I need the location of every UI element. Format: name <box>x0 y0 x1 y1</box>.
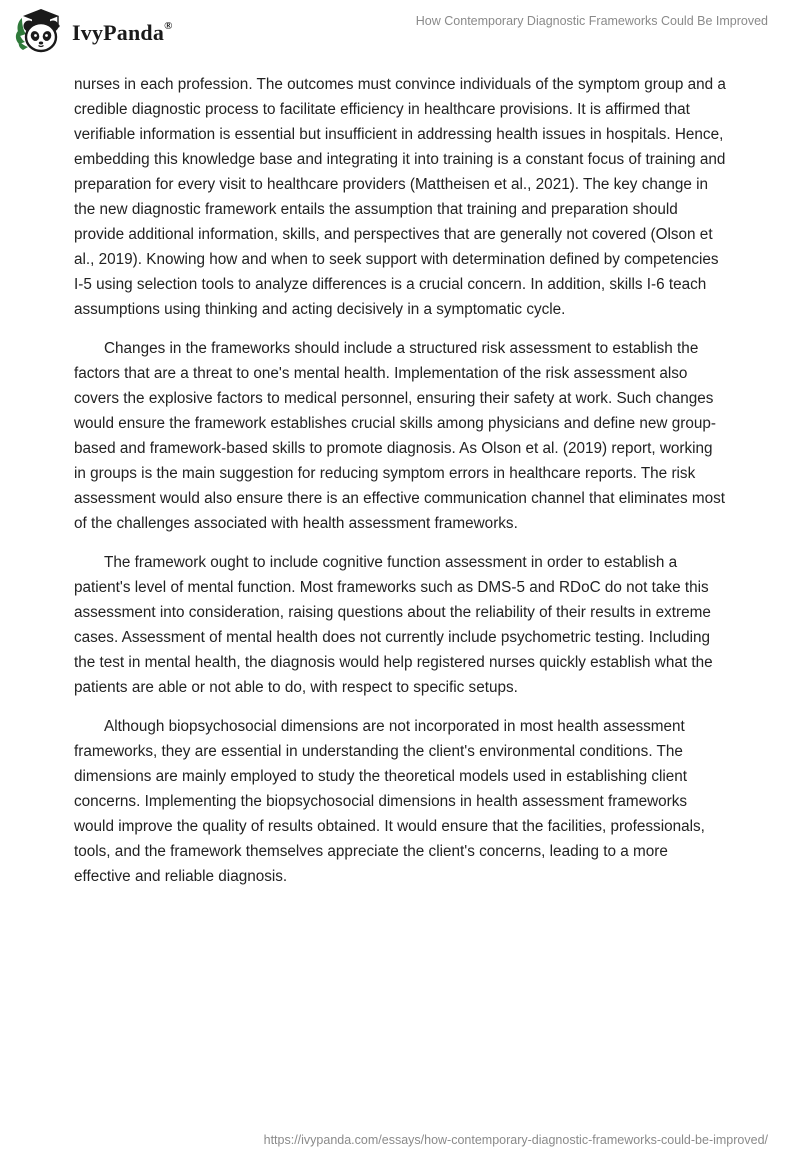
brand-name-text: IvyPanda <box>72 20 165 45</box>
paragraph-2: Changes in the frameworks should include a structured risk assessment to establish the factors that are a threat to one's mental health. Implementation of the risk assessment also covers the explosive factors to medical personnel, ensuring their safety at work. Such changes would ensure the framework establishes crucial skills among physicians and define new group-based and framework-based skills to promote diagnosis. As Olson et al. (2019) report, working in groups is the main suggestion for reducing symptom errors in healthcare reports. The risk assessment would also ensure there is an effective communication channel that eliminates most of the challenges associated with health assessment frameworks. <box>74 340 726 532</box>
brand-name <box>72 20 173 46</box>
ivypanda-logo[interactable] <box>14 6 173 56</box>
panda-graduate-icon <box>14 6 66 56</box>
paragraph-4: Although biopsychosocial dimensions are not incorporated in most health assessment frameworks, they are essential in understanding the client's environmental conditions. The dimensions are mainly employed to study the theoretical models used in establishing client concerns. Implementing the biopsychosocial dimensions in health assessment frameworks would improve the quality of results obtained. It would ensure that the facilities, professionals, tools, and the framework themselves appreciate the client's concerns, leading to a more effective and reliable diagnosis. <box>74 718 705 885</box>
paragraph-1: nurses in each profession. The outcomes must convince individuals of the symptom group and a credible diagnostic process to facilitate efficiency in healthcare provisions. It is affirmed that verifiable information is essential but insufficient in addressing health issues in hospitals. Hence, embedding this knowledge base and integrating it into training is a constant focus of training and preparation for every visit to healthcare providers (Mattheisen et al., 2021). The key change in the new diagnostic framework entails the assumption that training and preparation should provide additional information, skills, and perspectives that are generally not covered (Olson et al., 2019). Knowing how and when to seek support with determination defined by competencies I-5 using selection tools to analyze differences is a crucial concern. In addition, skills I-6 teach assumptions using thinking and acting decisively in a symptomatic cycle. <box>74 76 726 318</box>
page-header <box>0 0 800 62</box>
paragraph-3: The framework ought to include cognitive function assessment in order to establish a patient's level of mental function. Most frameworks such as DMS-5 and RDoC do not take this assessment into consideration, raising questions about the reliability of their results in extreme cases. Assessment of mental health does not currently include psychometric testing. Including the test in mental health, the diagnosis would help registered nurses quickly establish what the patients are able or not able to do, with respect to specific setups. <box>74 554 713 696</box>
registered-mark: ® <box>164 19 173 32</box>
document-title: How Contemporary Diagnostic Frameworks Could Be Improved <box>415 14 768 28</box>
source-url[interactable]: https://ivypanda.com/essays/how-contemporary-diagnostic-frameworks-could-be-improved/ <box>263 1133 768 1147</box>
essay-body <box>74 72 726 903</box>
